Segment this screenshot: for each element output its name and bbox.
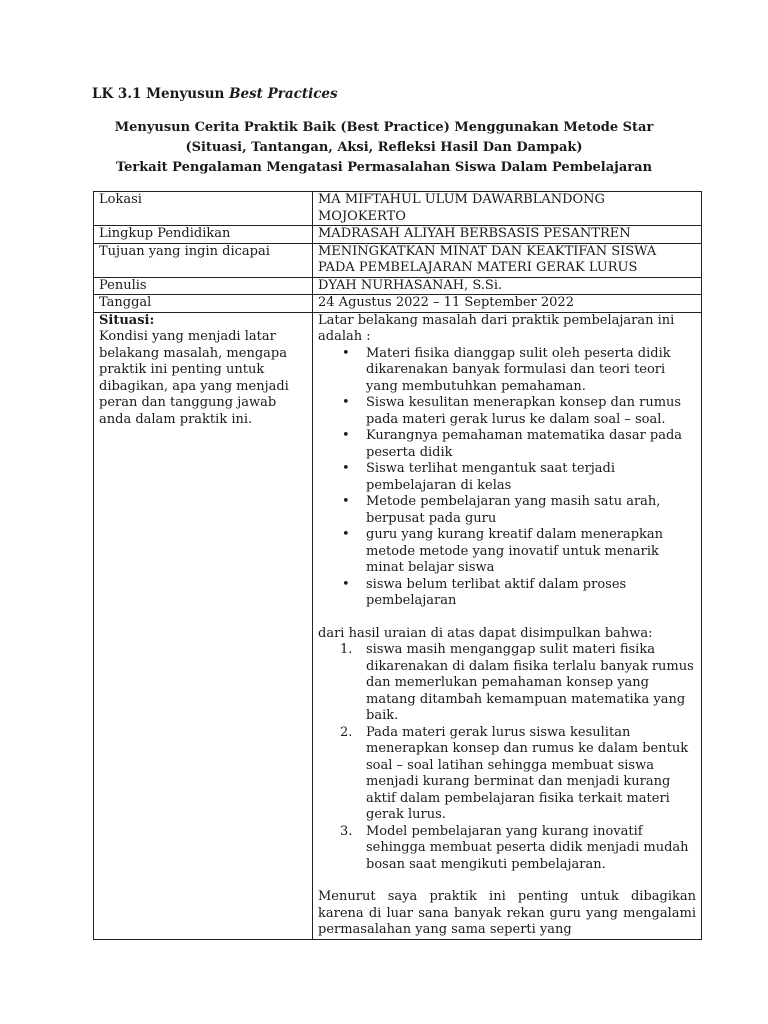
closing-paragraph: Menurut saya praktik ini penting untuk dibagikan karena di luar sana banyak rekan guru yang mengalami permasalahan yang sama seperti yang [318, 889, 696, 937]
row-label: Tanggal [94, 295, 313, 313]
list-number: 1. [340, 642, 353, 657]
info-table [93, 191, 702, 940]
conclusion-intro: dari hasil uraian di atas dapat disimpulkan bahwa: [318, 625, 653, 641]
list-number: 3. [340, 823, 353, 839]
list-item [342, 428, 696, 461]
spacer [318, 873, 696, 889]
bullet-icon: • [342, 428, 350, 443]
bullet-icon: • [342, 345, 350, 361]
title-line-1: Menyusun Cerita Praktik Baik (Best Practice) Menggunakan Metode Star [114, 120, 654, 135]
title-line-3: Terkait Pengalaman Mengatasi Permasalahan Siswa Dalam Pembelajaran [115, 160, 653, 175]
title-line-2: (Situasi, Tantangan, Aksi, Refleksi Hasil Dan Dampak) [185, 140, 583, 155]
table-row [94, 277, 702, 295]
list-item-text: Kurangnya pemahaman matematika dasar pada peserta didik [366, 428, 683, 460]
row-value: 24 Agustus 2022 – 11 September 2022 [313, 295, 702, 313]
list-item [342, 494, 696, 527]
list-item [340, 823, 696, 874]
heading-italic: Best Practices [229, 86, 338, 102]
list-item [342, 576, 696, 610]
list-number: 2. [340, 724, 353, 740]
bullet-icon: • [342, 527, 350, 542]
situasi-intro: Latar belakang masalah dari praktik pembelajaran ini adalah : [318, 312, 675, 344]
list-item-text: Metode pembelajaran yang masih satu arah, berpusat pada guru [366, 494, 661, 526]
row-value: MENINGKATKAN MINAT DAN KEAKTIFAN SISWA PADA PEMBELAJARAN MATERI GERAK LURUS [313, 243, 702, 277]
table-row [94, 243, 702, 277]
bullet-icon: • [342, 576, 350, 592]
table-row [94, 295, 702, 313]
table-row [94, 192, 702, 226]
row-label: Lingkup Pendidikan [94, 226, 313, 244]
row-value: DYAH NURHASANAH, S.Si. [313, 277, 702, 295]
bullet-icon: • [342, 395, 350, 410]
situasi-label-desc: Kondisi yang menjadi latar belakang masalah, mengapa praktik ini penting untuk dibagikan, apa yang menjadi peran dan tanggung jawab anda dalam praktik ini. [99, 329, 289, 427]
document-title [60, 118, 708, 178]
table-row [94, 226, 702, 244]
row-label: Penulis [94, 277, 313, 295]
list-item [340, 724, 696, 824]
list-item-text: Siswa kesulitan menerapkan konsep dan rumus pada materi gerak lurus ke dalam soal – soal. [366, 395, 682, 427]
list-item [342, 395, 696, 428]
list-item [342, 345, 696, 396]
conclusion-list [318, 642, 696, 873]
list-item-text: siswa masih menganggap sulit materi fisika dikarenakan di dalam fisika terlalu banyak rumus dan memerlukan pemahaman konsep yang matang ditambah kemampuan matematika yang baik. [366, 642, 694, 723]
list-item-text: Model pembelajaran yang kurang inovatif sehingga membuat peserta didik menjadi mudah bosan saat mengikuti pembelajaran. [366, 823, 689, 872]
heading-prefix: LK 3.1 Menyusun [92, 86, 230, 102]
list-item [342, 527, 696, 577]
problem-list [318, 346, 696, 610]
row-label: Tujuan yang ingin dicapai [94, 243, 313, 277]
spacer [318, 610, 696, 626]
row-label: Lokasi [94, 192, 313, 226]
situasi-label-title: Situasi: [99, 312, 155, 328]
list-item-text: siswa belum terlibat aktif dalam proses pembelajaran [366, 576, 627, 608]
list-item [342, 461, 696, 494]
list-item-text: Pada materi gerak lurus siswa kesulitan menerapkan konsep dan rumus ke dalam bentuk soal – soal latihan sehingga membuat siswa menjadi kurang berminat dan menjadi kurang aktif dalam pembelajaran fisika terkait materi gerak lurus. [366, 724, 689, 822]
row-value: MA MIFTAHUL ULUM DAWARBLANDONG MOJOKERTO [313, 192, 702, 226]
list-item-text: guru yang kurang kreatif dalam menerapkan metode metode yang inovatif untuk menarik minat belajar siswa [366, 527, 664, 575]
worksheet-heading [92, 86, 338, 102]
list-item [340, 642, 696, 725]
situasi-label-cell [94, 312, 313, 939]
list-item-text: Materi fisika dianggap sulit oleh peserta didik dikarenakan banyak formulasi dan teori teori yang membutuhkan pemahaman. [366, 345, 671, 394]
situasi-row [94, 312, 702, 939]
bullet-icon: • [342, 461, 350, 476]
bullet-icon: • [342, 494, 350, 509]
situasi-content-cell [313, 312, 702, 939]
list-item-text: Siswa terlihat mengantuk saat terjadi pembelajaran di kelas [366, 461, 616, 493]
row-value: MADRASAH ALIYAH BERBSASIS PESANTREN [313, 226, 702, 244]
